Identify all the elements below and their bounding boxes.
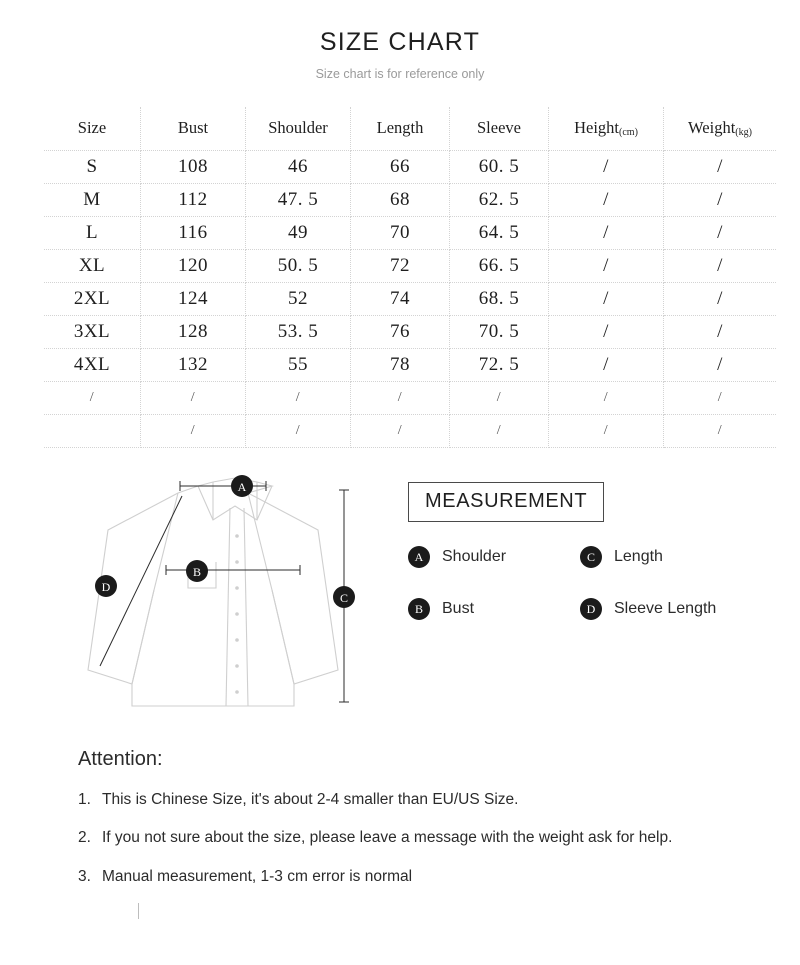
legend-label-bust: Bust	[442, 600, 475, 617]
diagram-marker-d	[95, 575, 117, 597]
cell-sleeve: 70. 5	[450, 316, 549, 349]
badge-b-icon: B	[408, 598, 430, 620]
cell-bust: 112	[141, 184, 246, 217]
diagram-marker-b	[186, 560, 208, 582]
cell-sleeve: 66. 5	[450, 250, 549, 283]
cell-bust: /	[141, 415, 246, 448]
cell-weight: /	[664, 184, 777, 217]
measurement-legend	[408, 546, 758, 620]
cell-length: 74	[351, 283, 450, 316]
column-header-length	[351, 107, 450, 151]
cell-sleeve: 62. 5	[450, 184, 549, 217]
column-header-height	[549, 107, 664, 151]
table-row	[44, 316, 776, 349]
cell-weight: /	[664, 415, 777, 448]
cell-sleeve: 72. 5	[450, 349, 549, 382]
cell-length: /	[351, 382, 450, 415]
cell-shoulder: /	[246, 382, 351, 415]
cell-length: /	[351, 415, 450, 448]
cell-size	[44, 415, 141, 448]
size-table-body	[44, 151, 776, 448]
svg-text:B: B	[192, 565, 202, 579]
cell-bust: 124	[141, 283, 246, 316]
svg-text:A: A	[237, 480, 247, 494]
cell-length: 70	[351, 217, 450, 250]
cell-length: 72	[351, 250, 450, 283]
cell-weight: /	[664, 382, 777, 415]
column-header-shoulder-label: Shoulder	[268, 118, 328, 137]
table-row	[44, 250, 776, 283]
cell-sleeve: /	[450, 415, 549, 448]
column-header-size	[44, 107, 141, 151]
cell-size: L	[44, 217, 141, 250]
cell-height: /	[549, 151, 664, 184]
legend-item-shoulder	[408, 546, 580, 568]
column-header-bust	[141, 107, 246, 151]
page-title: SIZE CHART	[319, 28, 481, 56]
cell-length: 68	[351, 184, 450, 217]
cell-size: M	[44, 184, 141, 217]
column-header-size-label: Size	[77, 118, 107, 137]
cell-length: 76	[351, 316, 450, 349]
cell-shoulder: 52	[246, 283, 351, 316]
cell-bust: 128	[141, 316, 246, 349]
size-table	[44, 107, 776, 448]
table-row	[44, 283, 776, 316]
cell-shoulder: /	[246, 415, 351, 448]
svg-text:C: C	[339, 591, 349, 605]
diagram-marker-a	[231, 475, 253, 497]
page-subtitle: Size chart is for reference only	[315, 67, 485, 81]
column-header-height-label: Height	[574, 118, 620, 137]
cell-bust: 116	[141, 217, 246, 250]
badge-a-icon: A	[408, 546, 430, 568]
attention-note-number: 1.	[78, 791, 91, 808]
measurement-panel	[408, 482, 758, 620]
table-row	[44, 382, 776, 415]
attention-note	[78, 789, 738, 811]
attention-section	[78, 748, 738, 888]
column-header-shoulder	[246, 107, 351, 151]
size-table-container	[44, 107, 756, 448]
cell-size: 4XL	[44, 349, 141, 382]
column-header-length-label: Length	[376, 118, 424, 137]
cell-height: /	[549, 217, 664, 250]
table-row	[44, 151, 776, 184]
attention-note-text: This is Chinese Size, it's about 2-4 smaller than EU/US Size.	[102, 791, 519, 808]
cell-shoulder: 49	[246, 217, 351, 250]
cell-height: /	[549, 316, 664, 349]
cell-size: /	[44, 382, 141, 415]
cell-sleeve: 60. 5	[450, 151, 549, 184]
badge-c-icon: C	[580, 546, 602, 568]
cell-weight: /	[664, 283, 777, 316]
cell-size: 3XL	[44, 316, 141, 349]
column-header-weight-unit: (kg)	[735, 127, 752, 138]
table-row	[44, 217, 776, 250]
cell-sleeve: 64. 5	[450, 217, 549, 250]
column-header-sleeve	[450, 107, 549, 151]
cell-size: 2XL	[44, 283, 141, 316]
cell-shoulder: 50. 5	[246, 250, 351, 283]
attention-note	[78, 827, 738, 849]
cell-height: /	[549, 415, 664, 448]
cell-bust: 108	[141, 151, 246, 184]
cell-shoulder: 47. 5	[246, 184, 351, 217]
diagram-and-measurement	[0, 470, 800, 730]
cell-sleeve: 68. 5	[450, 283, 549, 316]
cell-height: /	[549, 283, 664, 316]
cell-height: /	[549, 349, 664, 382]
legend-item-sleeve-length	[580, 598, 752, 620]
cell-bust: 120	[141, 250, 246, 283]
attention-note	[78, 866, 738, 888]
measurement-title: MEASUREMENT	[408, 482, 604, 522]
attention-note-text: If you not sure about the size, please leave a message with the weight ask for help.	[102, 829, 673, 847]
size-table-head	[44, 107, 776, 151]
cell-height: /	[549, 184, 664, 217]
cell-length: 78	[351, 349, 450, 382]
column-header-weight	[664, 107, 777, 151]
table-row	[44, 184, 776, 217]
cell-weight: /	[664, 250, 777, 283]
column-header-bust-label: Bust	[177, 118, 209, 137]
column-header-weight-label: Weight	[688, 118, 736, 137]
cell-shoulder: 55	[246, 349, 351, 382]
cell-weight: /	[664, 316, 777, 349]
attention-heading: Attention:	[78, 748, 163, 770]
text-cursor	[138, 903, 139, 919]
diagram-marker-c	[333, 586, 355, 608]
cell-size: S	[44, 151, 141, 184]
column-header-height-unit: (cm)	[619, 127, 638, 138]
cell-weight: /	[664, 217, 777, 250]
shirt-diagram	[70, 470, 400, 725]
attention-note-text: Manual measurement, 1-3 cm error is normal	[102, 867, 413, 885]
legend-label-shoulder: Shoulder	[442, 548, 507, 565]
cell-shoulder: 46	[246, 151, 351, 184]
legend-item-length	[580, 546, 752, 568]
attention-note-number: 2.	[78, 829, 91, 847]
cell-shoulder: 53. 5	[246, 316, 351, 349]
table-row	[44, 349, 776, 382]
shirt-illustration-svg	[70, 470, 400, 725]
svg-text:D: D	[101, 580, 111, 594]
cell-bust: /	[141, 382, 246, 415]
cell-bust: 132	[141, 349, 246, 382]
legend-item-bust	[408, 598, 580, 620]
cell-size: XL	[44, 250, 141, 283]
cell-sleeve: /	[450, 382, 549, 415]
column-header-sleeve-label: Sleeve	[477, 118, 521, 137]
attention-note-number: 3.	[78, 867, 91, 885]
table-header-row	[44, 107, 776, 151]
table-row	[44, 415, 776, 448]
cell-height: /	[549, 382, 664, 415]
badge-d-icon: D	[580, 598, 602, 620]
cell-length: 66	[351, 151, 450, 184]
legend-label-sleeve-length: Sleeve Length	[614, 600, 717, 617]
cell-weight: /	[664, 151, 777, 184]
cell-height: /	[549, 250, 664, 283]
cell-weight: /	[664, 349, 777, 382]
legend-label-length: Length	[614, 548, 663, 565]
